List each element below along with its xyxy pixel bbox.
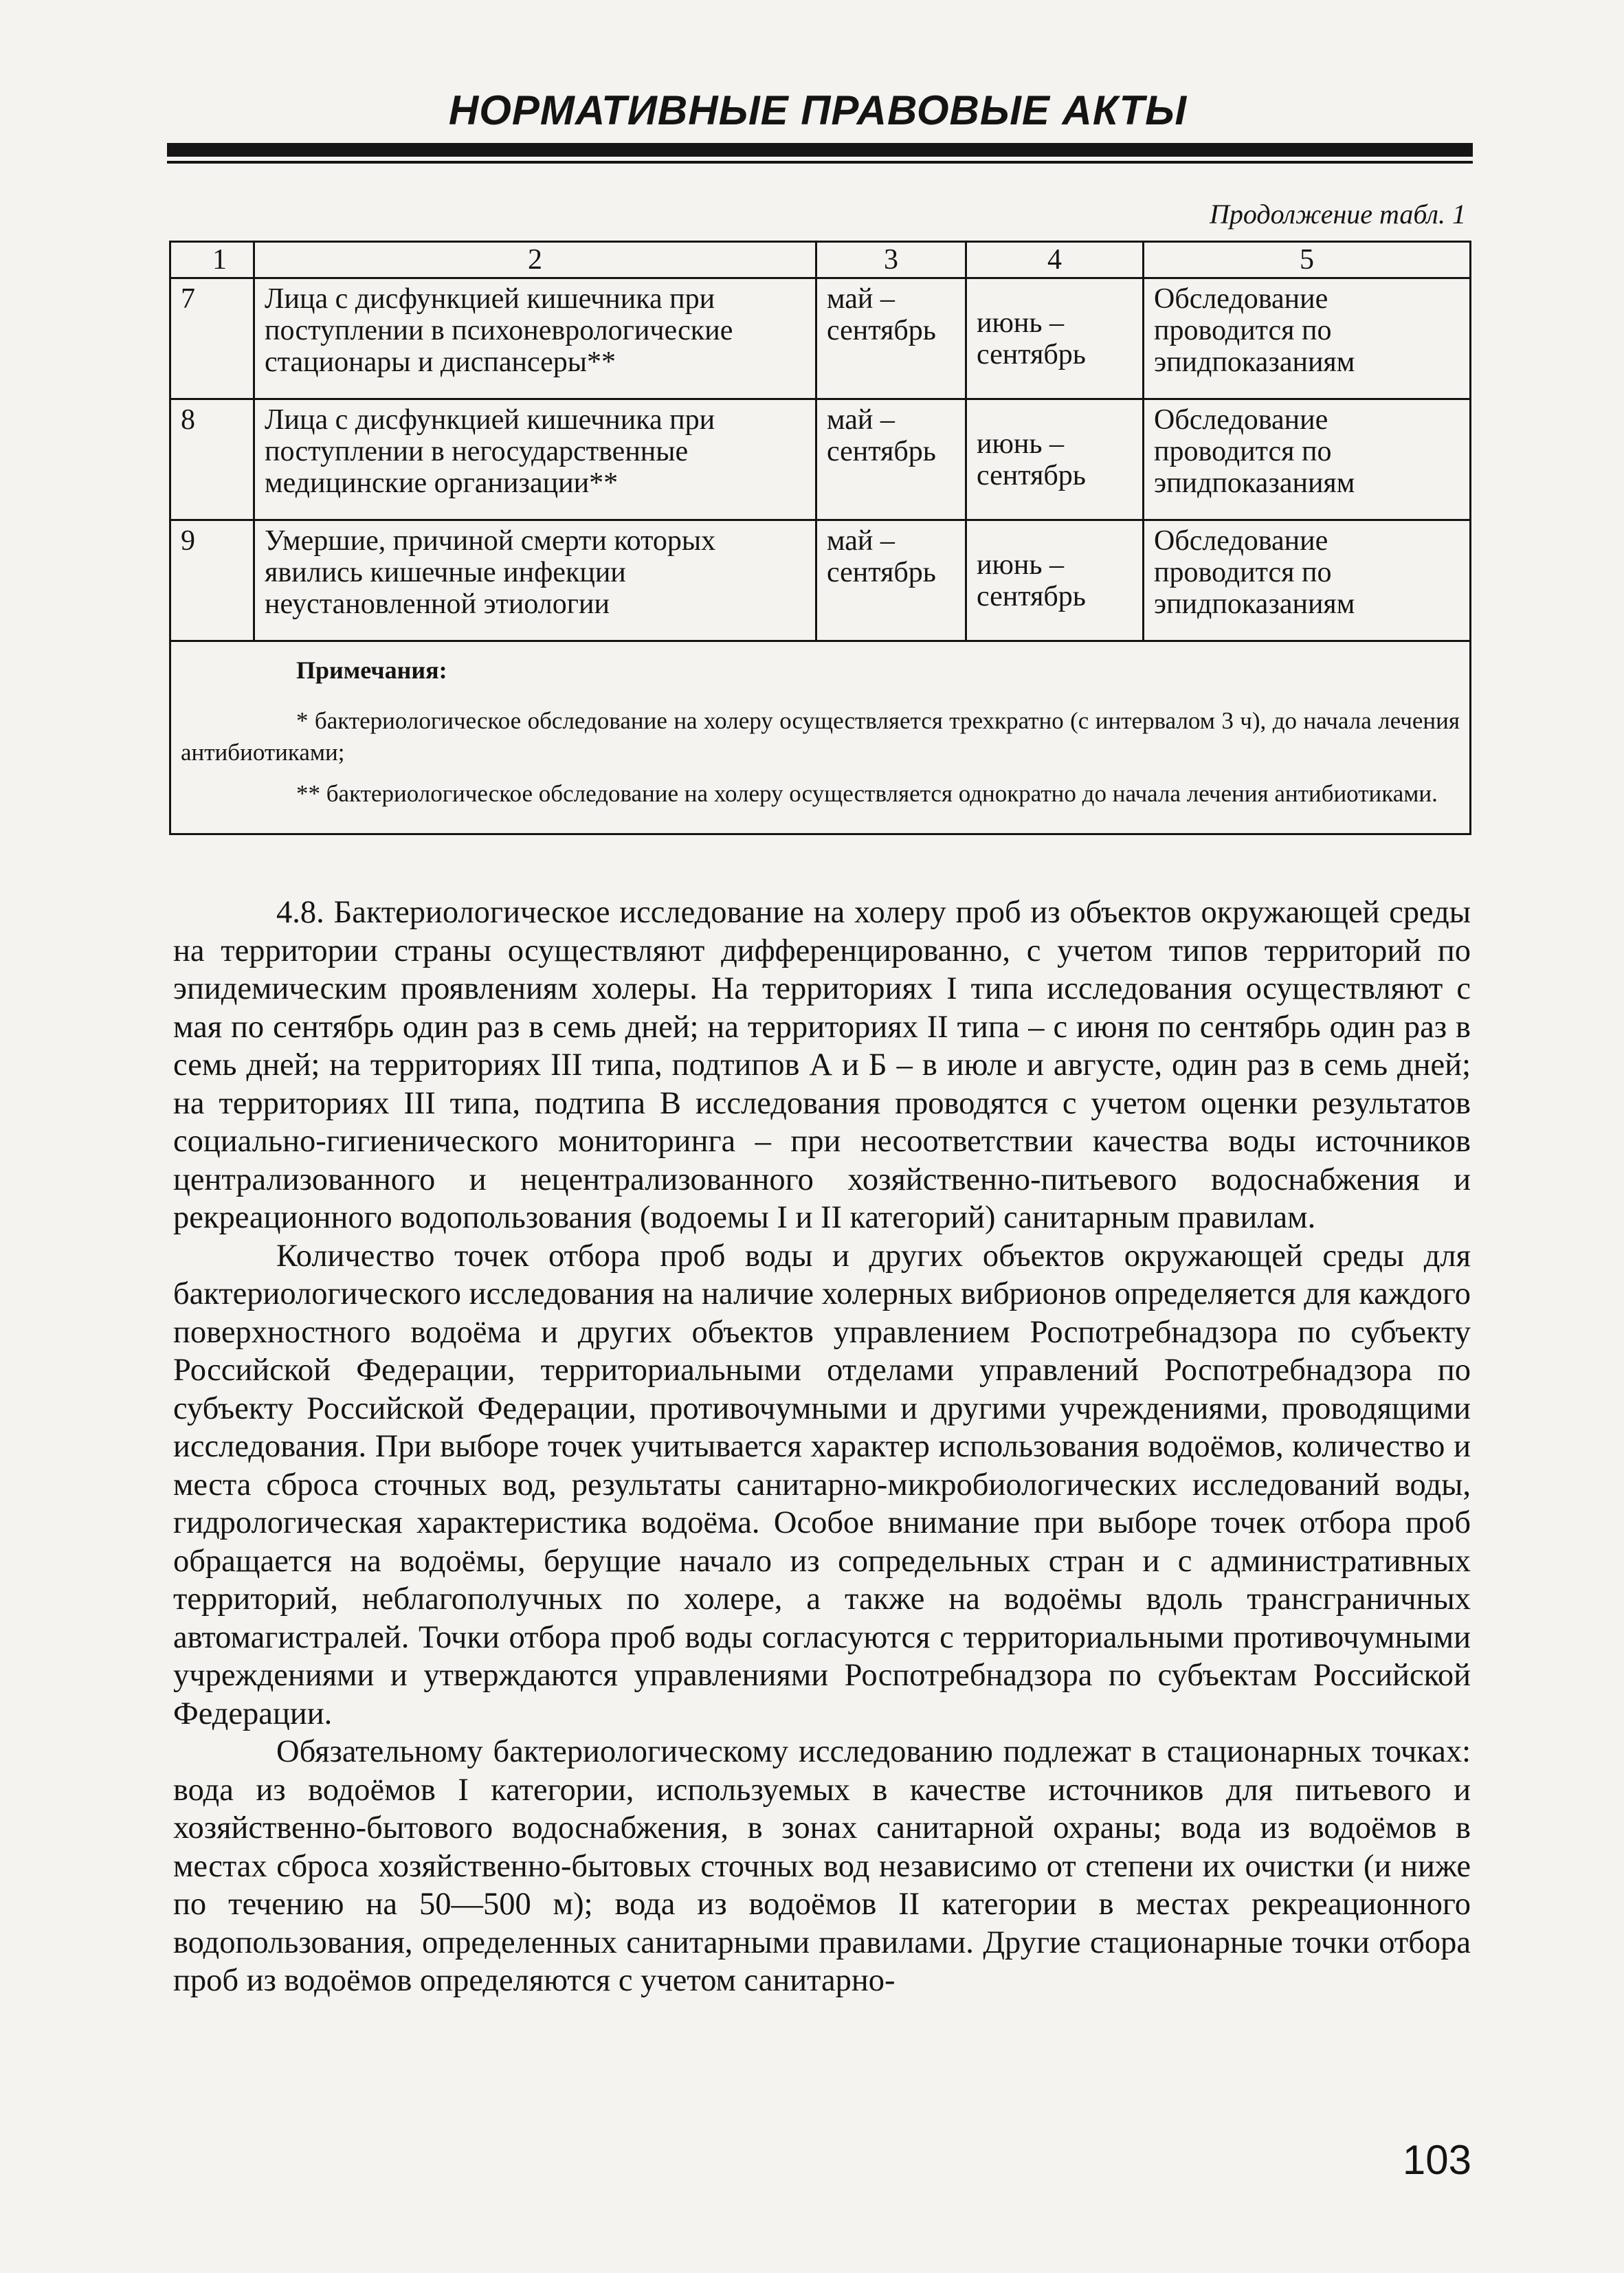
row-number: 7 — [170, 278, 254, 399]
page-number: 103 — [1402, 2137, 1471, 2183]
table-row — [170, 278, 1471, 399]
notes-row — [170, 641, 1471, 834]
header-rule-thin — [167, 161, 1473, 164]
body-paragraph: 4.8. Бактериологическое исследование на холеру проб из объектов окружающей среды на территории страны осуществляют дифференцированно, с учетом типов территорий по эпидемическим проявлениям холеры. На территориях I типа исследования осуществляют с мая по сентябрь один раз в семь дней; на территориях II типа – с июня по сентябрь один раз в семь дней; на территориях III типа, подтипов А и Б – в июле и августе, один раз в семь дней; на территориях III типа, подтипа В исследования проводятся с учетом оценки результатов социально-гигиенического мониторинга – при несоответствии качества воды источников централизованного и нецентрализованного хозяйственно-питьевого водоснабжения и рекреационного водопользования (водоемы I и II категорий) санитарным правилам. — [173, 895, 1471, 1235]
row-subject: Лица с дисфункцией кишечника при поступлении в психоневрологические стационары и диспансеры** — [254, 278, 816, 399]
row-period-b: июнь – сентябрь — [966, 520, 1144, 641]
column-header: 2 — [254, 242, 816, 278]
table-caption: Продолжение табл. 1 — [1209, 199, 1466, 230]
column-header: 1 — [170, 242, 254, 278]
table-row — [170, 399, 1471, 520]
body-text — [173, 894, 1471, 2000]
note-item: ** бактериологическое обследование на холеру осуществляется однократно до начала лечения антибиотиками. — [296, 780, 1438, 807]
data-table — [169, 241, 1471, 835]
row-period-b: июнь – сентябрь — [966, 399, 1144, 520]
row-subject: Умершие, причиной смерти которых явились кишечные инфекции неустановленной этиологии — [254, 520, 816, 641]
row-note: Обследование проводится по эпидпоказаниям — [1144, 520, 1471, 641]
note-item: * бактериологическое обследование на холеру осуществляется трехкратно (с интервалом 3 ч), до начала лечения антибиотиками; — [181, 707, 1460, 766]
row-note: Обследование проводится по эпидпоказаниям — [1144, 399, 1471, 520]
row-period-a: май – сентябрь — [816, 278, 966, 399]
table-header-row — [170, 242, 1471, 278]
notes-cell — [170, 641, 1471, 834]
row-number: 9 — [170, 520, 254, 641]
row-note: Обследование проводится по эпидпоказаниям — [1144, 278, 1471, 399]
column-header: 5 — [1144, 242, 1471, 278]
running-header-title: НОРМАТИВНЫЕ ПРАВОВЫЕ АКТЫ — [448, 87, 1188, 133]
header-rule-thick — [167, 143, 1473, 157]
notes-title: Примечания: — [296, 656, 447, 684]
body-paragraph: Обязательному бактериологическому исследованию подлежат в стационарных точках: вода из водоёмов I категории, используемых в качестве источников для питьевого и хозяйственно-бытового водоснабжения, в зонах санитарной охраны; вода из водоёмов в местах сброса хозяйственно-бытовых сточных вод независимо от степени их очистки (и ниже по течению на 50—500 м); вода из водоёмов II категории в местах рекреационного водопользования, определенных санитарными правилами. Другие стационарные точки отбора проб из водоёмов определяются с учетом санитарно- — [173, 1734, 1471, 1998]
column-header: 4 — [966, 242, 1144, 278]
column-header: 3 — [816, 242, 966, 278]
row-number: 8 — [170, 399, 254, 520]
row-period-b: июнь – сентябрь — [966, 278, 1144, 399]
table-row — [170, 520, 1471, 641]
row-period-a: май – сентябрь — [816, 399, 966, 520]
body-paragraph: Количество точек отбора проб воды и других объектов окружающей среды для бактериологического исследования на наличие холерных вибрионов определяется для каждого поверхностного водоёма и других объектов управлением Роспотребнадзора по субъекту Российской Федерации, территориальными отделами управлений Роспотребнадзора по субъекту Российской Федерации, противочумными и другими учреждениями, проводящими исследования. При выборе точек учитывается характер использования водоёмов, количество и места сброса сточных вод, результаты санитарно-микробиологических исследований воды, гидрологическая характеристика водоёма. Особое внимание при выборе точек отбора проб обращается на водоёмы, берущие начало из сопредельных стран и с административных территорий, неблагополучных по холере, а также на водоёмы вдоль трансграничных автомагистралей. Точки отбора проб воды согласуются с территориальными противочумными учреждениями и утверждаются управлениями Роспотребнадзора по субъектам Российской Федерации. — [173, 1238, 1471, 1731]
row-period-a: май – сентябрь — [816, 520, 966, 641]
row-subject: Лица с дисфункцией кишечника при поступлении в негосударственные медицинские организации** — [254, 399, 816, 520]
